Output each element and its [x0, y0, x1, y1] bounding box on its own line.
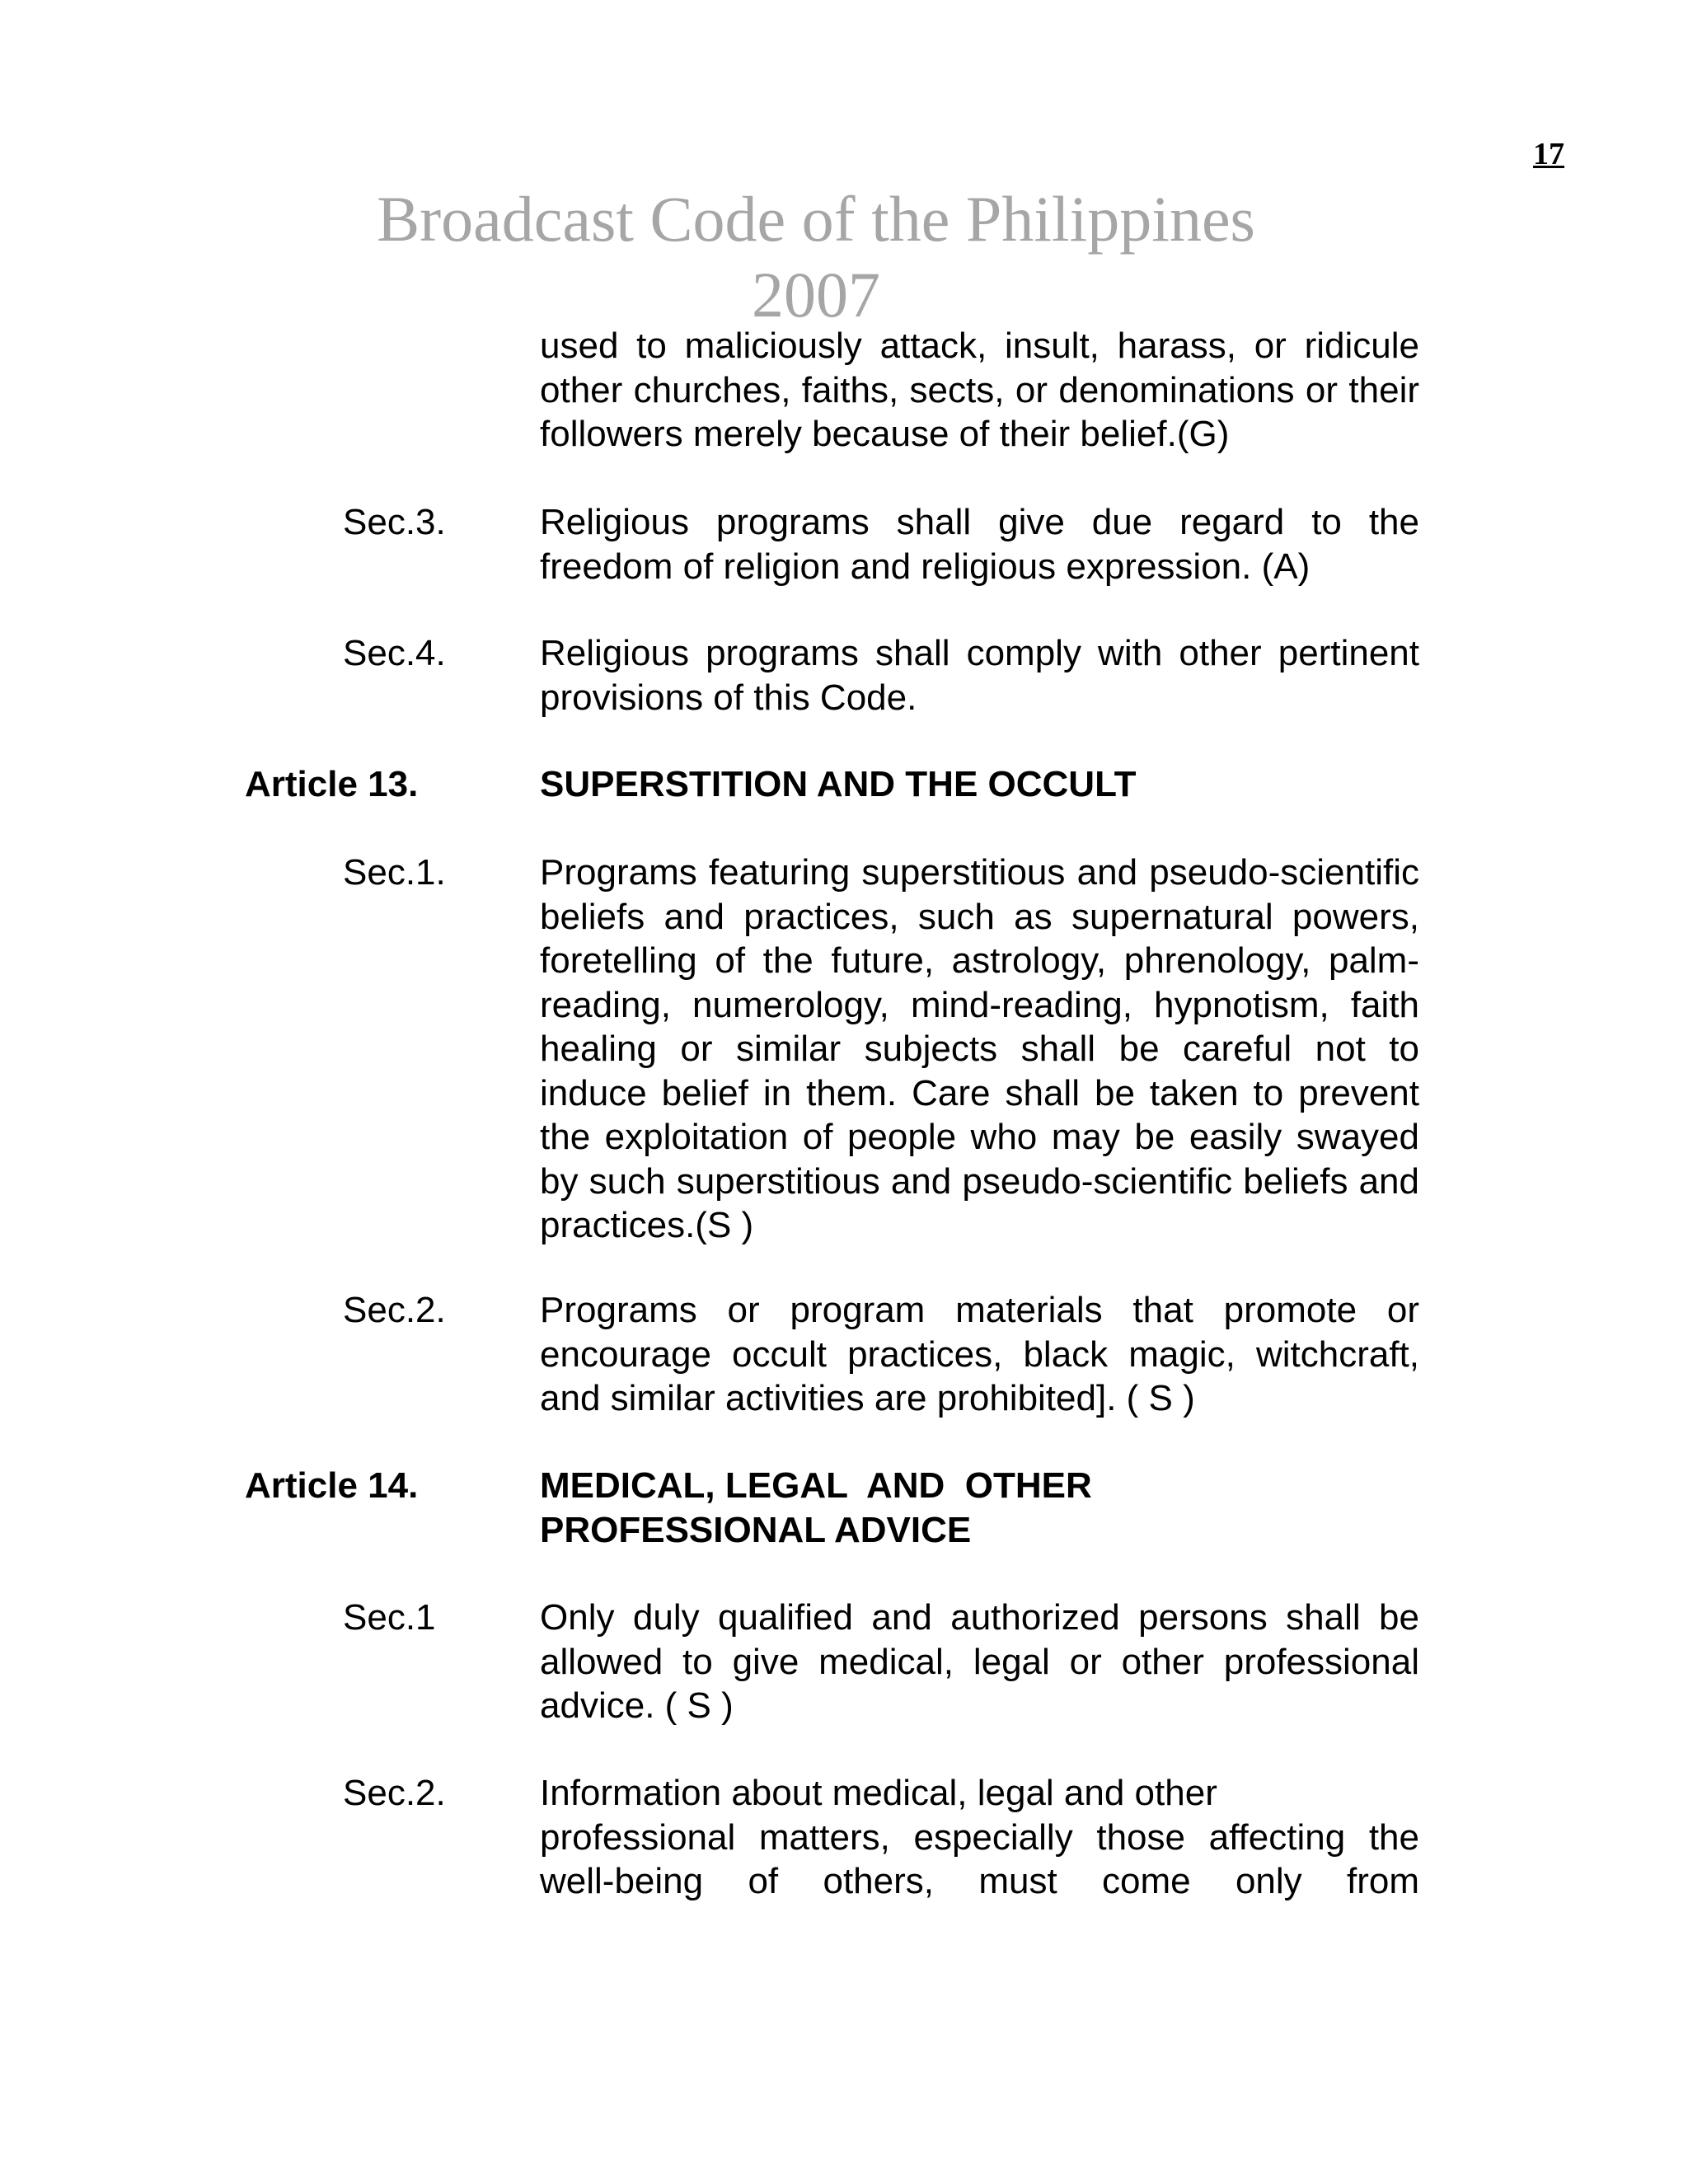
section-label: Sec.2. [343, 1290, 446, 1330]
continuation-text: used to maliciously attack, insult, harass, or ridicule other churches, faiths, sects, or denominations or their followers merely because of their belief.(G) [540, 326, 1419, 454]
section-text: Religious programs shall comply with other pertinent provisions of this Code. [540, 633, 1419, 718]
section-text: Programs or program materials that promote or encourage occult practices, black magic, witchcraft, and similar activities are prohibited]. ( S ) [540, 1290, 1419, 1418]
article-label: Article 13. [245, 764, 419, 804]
header-year: 2007 [752, 259, 880, 330]
section-text-rest: professional matters, especially those affecting the well-being of others, must come only from [540, 1816, 1419, 1901]
article-title [540, 1464, 1419, 1552]
article-title-line2: PROFESSIONAL ADVICE [540, 1509, 972, 1550]
article-title: SUPERSTITION AND THE OCCULT [540, 764, 1137, 804]
section-label: Sec.2. [343, 1773, 446, 1813]
header-title: Broadcast Code of the Philippines [377, 183, 1255, 255]
section-label: Sec.3. [343, 502, 446, 542]
article-label: Article 14. [245, 1465, 419, 1506]
article-title-line1: MEDICAL, LEGAL AND OTHER [540, 1465, 1092, 1506]
section-text: Only duly qualified and authorized persons shall be allowed to give medical, legal or other professional advice. ( S ) [540, 1597, 1419, 1726]
section-text: Programs featuring superstitious and pseudo-scientific beliefs and practices, such as supernatural powers, foretelling of the future, astrology, phrenology, palm-reading, numerology, mind-reading, hypnotism, faith healing or similar subjects shall be careful not to induce belief in them. Care shall be taken to prevent the exploitation of people who may be easily swayed by such superstitious and pseudo-scientific beliefs and practices.(S ) [540, 852, 1419, 1245]
section-text-line1: Information about medical, legal and other [540, 1773, 1217, 1813]
section-label: Sec.1. [343, 852, 446, 893]
page-number: 17 [1533, 137, 1564, 171]
section-text [540, 1771, 1419, 1904]
section-label: Sec.1 [343, 1597, 436, 1638]
section-text: Religious programs shall give due regard to the freedom of religion and religious expression. (A) [540, 502, 1419, 587]
section-label: Sec.4. [343, 633, 446, 673]
document-header [363, 181, 1269, 333]
